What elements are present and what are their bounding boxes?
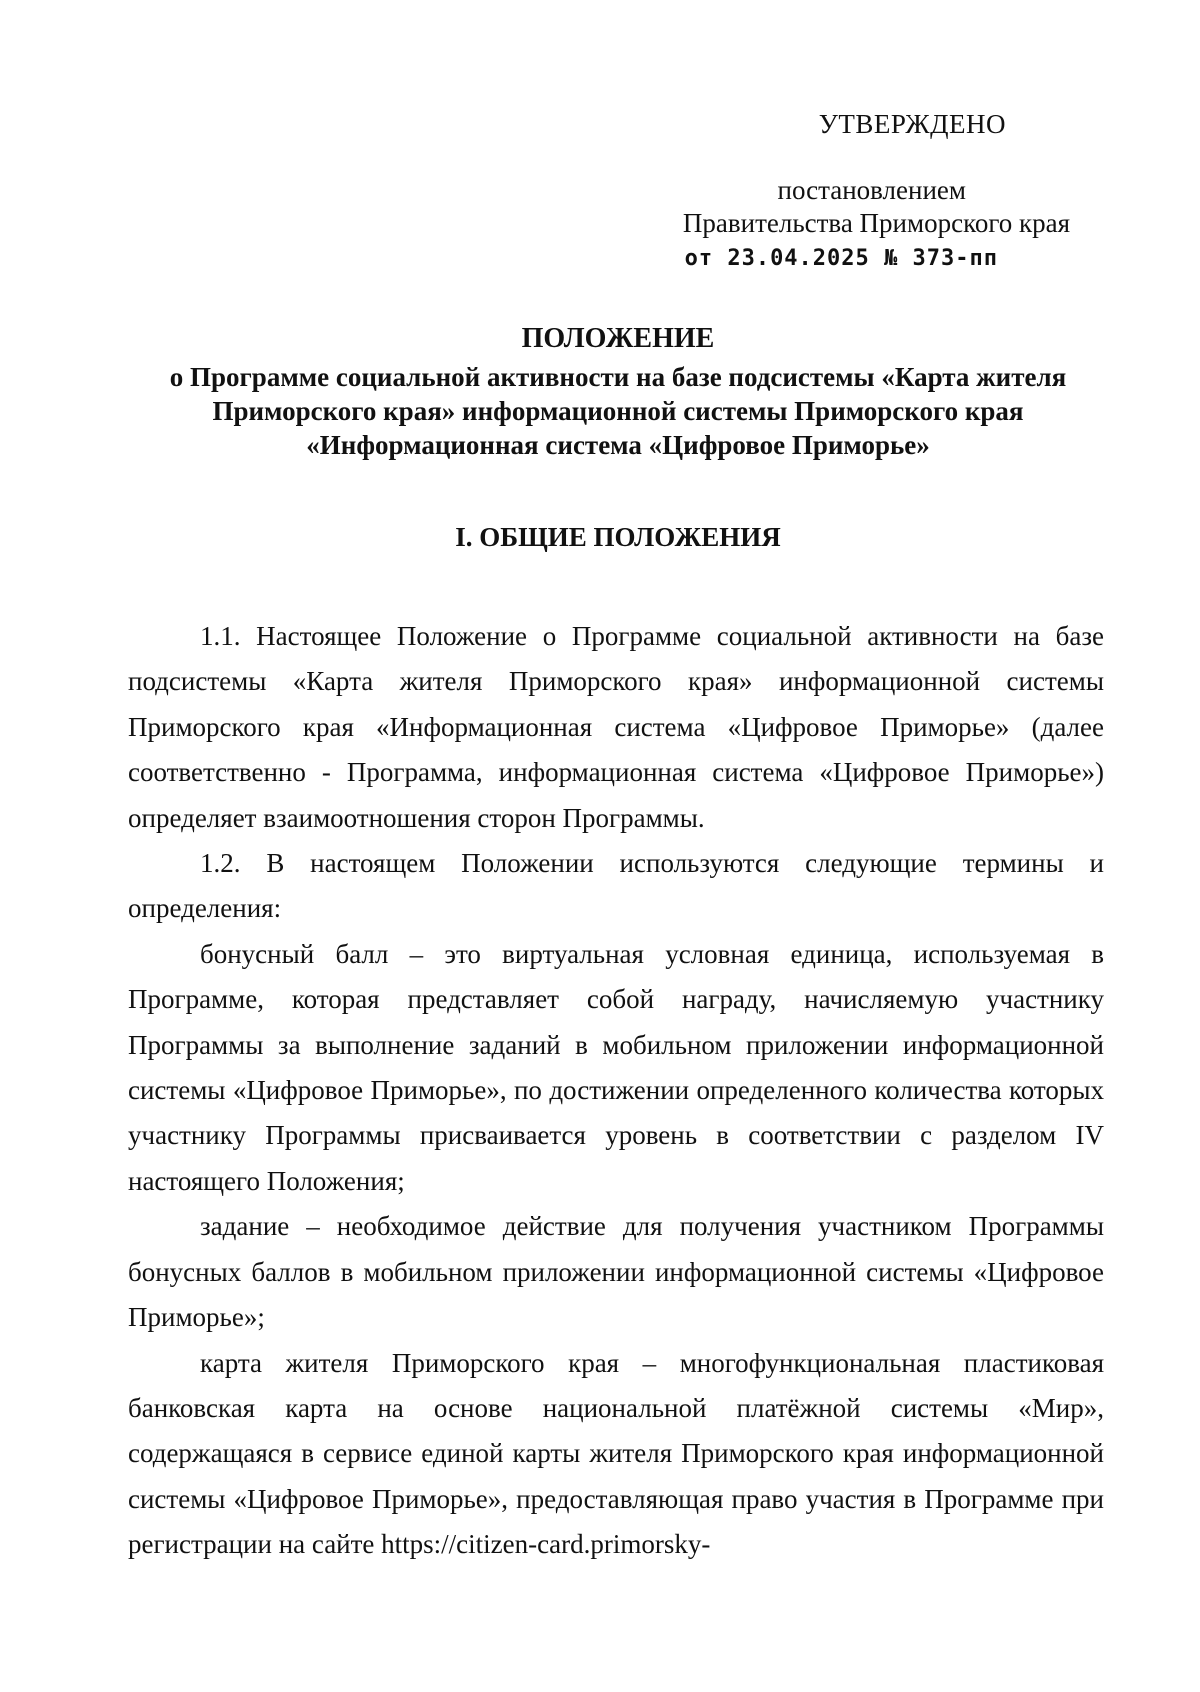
approval-authority: Правительства Приморского края [682, 208, 1070, 238]
document-body [128, 614, 1104, 1568]
document-subtitle-line-3: «Информационная система «Цифровое Приморье» [306, 430, 930, 460]
definition-task: задание – необходимое действие для получения участником Программы бонусных баллов в мобильном приложении информационной системы «Цифровое Приморье»; [128, 1211, 1104, 1333]
document-title: ПОЛОЖЕНИЕ [521, 323, 715, 354]
document-title-block [128, 322, 1108, 462]
approval-label: УТВЕРЖДЕНО [818, 109, 1006, 139]
document-subtitle-line-1: о Программе социальной активности на базе подсистемы «Карта жителя [169, 362, 1067, 392]
document-subtitle-line-2: Приморского края» информационной системы Приморского края [212, 396, 1024, 426]
paragraph-1-1: 1.1. Настоящее Положение о Программе социальной активности на базе подсистемы «Карта жителя Приморского края» информационной системы Приморского края «Информационная система «Цифровое Приморье» (далее соответственно - Программа, информационная система «Цифровое Приморье») определяет взаимоотношения сторон Программы. [128, 621, 1104, 833]
approval-by: постановлением [777, 175, 966, 205]
approval-date-number: от 23.04.2025 № 373-пп [684, 246, 998, 271]
definition-resident-card: карта жителя Приморского края – многофункциональная пластиковая банковская карта на основе национальной платёжной системы «Мир», содержащаяся в сервисе единой карты жителя Приморского края информационной системы «Цифровое Приморье», предоставляющая право участия в Программе при регистрации на сайте https://citizen-card.primorsky- [128, 1347, 1104, 1560]
section-title: I. ОБЩИЕ ПОЛОЖЕНИЯ [455, 522, 781, 552]
paragraph-1-2: 1.2. В настоящем Положении используются следующие термины и определения: [128, 848, 1104, 924]
definition-bonus-point: бонусный балл – это виртуальная условная единица, используемая в Программе, которая представляет собой награду, начисляемую участнику Программы за выполнение заданий в мобильном приложении информационной системы «Цифровое Приморье», по достижении определенного количества которых участнику Программы присваивается уровень в соответствии с разделом IV настоящего Положения; [128, 938, 1104, 1196]
